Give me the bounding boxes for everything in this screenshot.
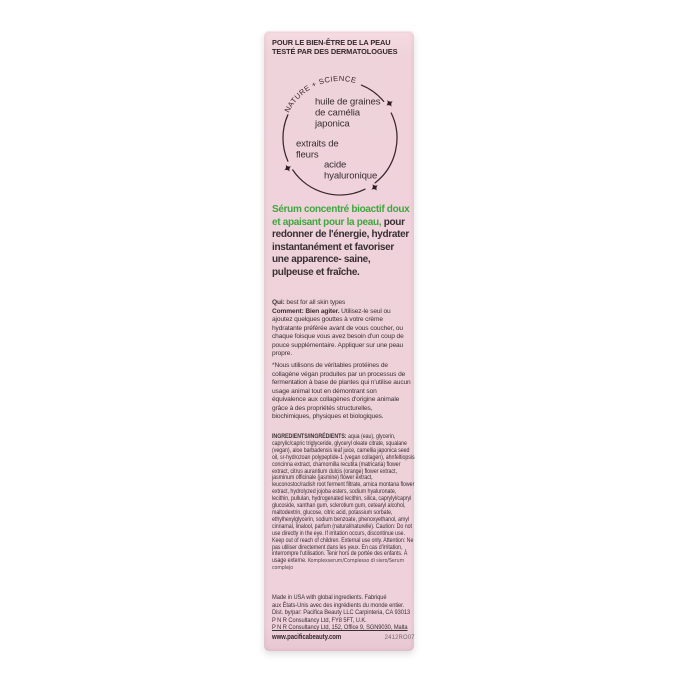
dermatology-tagline [272,38,410,57]
four-point-star-icon: ✦ [366,178,383,196]
usage-who-text: best for all skin types [284,299,346,306]
tagline-line-2: TESTÉ PAR DES DERMATOLOGUES [272,47,398,57]
diagram-item-camelia-line2: de camélia [315,107,360,119]
uk-address-line: P N R Consultancy Ltd, FY8 5FT, U.K. [272,616,367,624]
batch-code: 2412RO07 [384,634,415,641]
nature-science-arc-label: NATURE + SCIENCE [282,76,358,114]
cycle-arc-left [283,115,288,161]
cycle-arc-right [375,113,397,183]
ingredients-paragraph [272,434,415,572]
four-point-star-icon: ✦ [279,160,297,176]
nature-science-cycle-diagram [264,76,414,204]
manufacturer-info [272,594,415,642]
diagram-item-flower-extracts-line2: fleurs [296,149,319,161]
usage-who-label: Qui: [272,299,285,306]
usage-how-text: Utilisez-le seul ou ajoutez quelques gouttes à votre crème hydratante préférée avant de vous coucher, ou chaque foisque vous avez besoin d'un coup de pouce supplémentaire. Appliquer sur une peau propre. [272,307,404,357]
tagline-line-1: POUR LE BIEN-ÊTRE DE LA PEAU [272,38,391,47]
diagram-item-camelia-line3: japonica [315,118,350,130]
footer-bottom-row [272,634,415,642]
caution-text-en: Caution: Do not use directly in the eye. If irritation occurs, discontinue use. Keep out of reach of children. External use only. [272,522,412,544]
usage-who-line [272,299,345,306]
usage-how-label: Comment: Bien agiter. [272,307,340,315]
product-box-back-panel [264,31,414,651]
description-highlight: Sérum concentré bioactif doux et apaisant pour la peau, [272,204,410,228]
diagram-item-camelia-line1: huile de graines [315,96,381,108]
product-description [272,204,410,280]
malta-address-line: P N R Consultancy Ltd, 152, Office 9, SGN9030, Malta [272,624,408,631]
multilingual-serum-names: Komplexserum/Complesso di siero/Serum complejo [272,558,405,572]
ingredients-list: aqua (eau), glycerin, caprylic/capric triglyceride, glyceryl oleate citrate, squalane (vegan), aloe barbadensis leaf juice, camellia japonica seed oil, sr-hydrozoan polypeptide-1 (vegan collagen), ahnfeltiopsis concinna extract, chamomilla recutita (matricaria) flower extract, citrus aurantium dulcis (orange) flower extract, jasminum officinale (jasmine) flower extract, leuconostoc/radish root ferment filtrate, arnica montana flower extract, hydrolyzed jojoba esters, sodium hyaluronate, lecithin, pullulan, hydrogenated lecithin, silica, caprylyl/capryl glucoside, xanthan gum, sclerotium gum, cetearyl alcohol, maltodextrin, glucose, citric acid, potassium sorbate, ethylhexylglycerin, sodium benzoate, phenoxyethanol, amyl cinnamal, linalool, parfum (natural/naturelle). [272,433,415,530]
diagram-item-hyaluronic-line2: hyaluronique [324,170,378,182]
made-in-line-1: Made in USA with global ingredients. Fabriqué [272,594,387,601]
made-in-line-2: aux États-Unis avec des ingrédients du monde entier. [272,601,405,609]
usage-how-line [272,308,404,358]
four-point-star-icon: ✦ [380,95,398,112]
vegan-collagen-note: *Nous utilisons de véritables protéines de collagène végan produites par un processus de fermentation à base de plantes qui n'utilise aucun usage animal tout en démontrant son équivalence aux collagènes d'origine animale grâce à des propriétés structurelles, biochimiques, physiques et biologiques. [272,362,411,420]
description-body: pour redonner de l'énergie, hydrater instantanément et favoriser une apparence- saine, pulpeuse et fraîche. [272,216,409,278]
ingredients-label: INGREDIENTS/INGRÉDIENTS: [272,433,347,440]
caution-text-fr: Attention: Ne pas utiliser directement dans les yeux. En cas d'irritation, interrompre l'utilisation. Tenir hors de portée des enfants. À usage externe. [272,536,414,565]
diagram-item-flower-extracts-line1: extraits de [296,138,339,150]
usage-instructions [272,299,412,359]
distributor-line: Dist. by/par: Pacifica Beauty LLC Carpinteria, CA 93013 [272,609,411,616]
diagram-item-hyaluronic-line1: acide [324,159,347,171]
website-url: www.pacificabeauty.com [272,634,342,641]
